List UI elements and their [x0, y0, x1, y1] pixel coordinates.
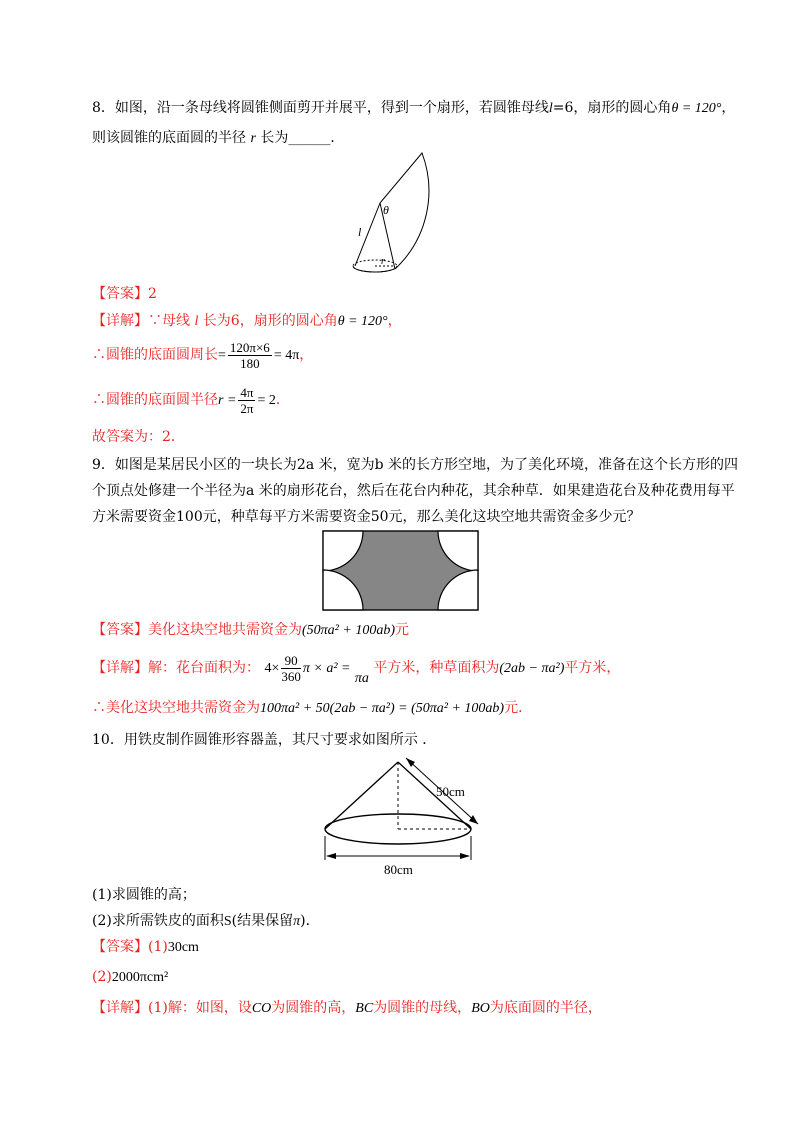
q8-detail-4: 故答案为：2．: [92, 429, 185, 445]
q10-line1: 10．用铁皮制作圆锥形容器盖，其尺寸要求如图所示 ．: [92, 732, 437, 748]
q9-detail-2: ∴美化这块空地共需资金为100πa² + 50(2ab − πa²) = (50πa² + 100ab)元．: [92, 700, 533, 716]
q8-answer: 【答案】2: [92, 286, 157, 302]
q10-answer-1: 【答案】(1)30cm: [92, 939, 199, 955]
q8-fig-r-label: r: [381, 256, 385, 267]
q9-detail-1: 【详解】解：花台面积为： 4× $\frac{90}{360}$ π × a² = πa 平方米，种草面积为(2ab − πa²)平方米，: [92, 652, 621, 686]
q8-detail-2: ∴圆锥的底面圆周长= $\frac{120\pi\times 6}{180}$ = 4π，: [92, 339, 314, 371]
q10-cone-figure: [318, 756, 498, 878]
q10-fig-diameter-label: 80cm: [384, 862, 413, 877]
q10-part1: (1)求圆锥的高；: [92, 887, 196, 903]
q10-detail-1: 【详解】(1)解：如图，设CO为圆锥的高，BC为圆锥的母线，BO为底面圆的半径，: [92, 1000, 602, 1016]
q8-line1: 8．如图，沿一条母线将圆锥侧面剪开并展平，得到一个扇形，若圆锥母线l=6，扇形的圆心角θ = 120°，: [92, 100, 736, 116]
q8-detail-3: ∴圆锥的底面圆半径r = $\frac{4\pi}{2\pi}$ = 2．: [92, 384, 290, 416]
q9-line2: 个顶点处修建一个半径为a 米的扇形花台，然后在花台内种花，其余种草．如果建造花台及种花费用每平: [92, 483, 735, 499]
q8-line2: 则该圆锥的底面圆的半径 r 长为______．: [92, 130, 345, 146]
q9-answer: 【答案】美化这块空地共需资金为(50πa² + 100ab)元: [92, 622, 409, 638]
q10-answer-2: (2)2000πcm²: [92, 969, 169, 985]
q8-cone-sector-figure: [345, 148, 465, 278]
q8-fig-l-label: l: [358, 225, 362, 239]
q9-line1: 9．如图是某居民小区的一块长为2a 米，宽为b 米的长方形空地，为了美化环境，准备在这个长方形的四: [92, 457, 739, 473]
q8-fig-theta-label: θ: [383, 203, 389, 217]
q8-detail-1: 【详解】∵母线 l 长为6，扇形的圆心角θ = 120°，: [92, 313, 402, 329]
q10-part2: (2)求所需铁皮的面积S(结果保留π)．: [92, 913, 320, 929]
q9-rectangle-figure: [322, 530, 480, 612]
q9-line3: 方米需要资金100元，种草每平方米需要资金50元，那么美化这块空地共需资金多少元？: [92, 509, 641, 525]
q10-fig-slant-label: 50cm: [436, 784, 465, 799]
